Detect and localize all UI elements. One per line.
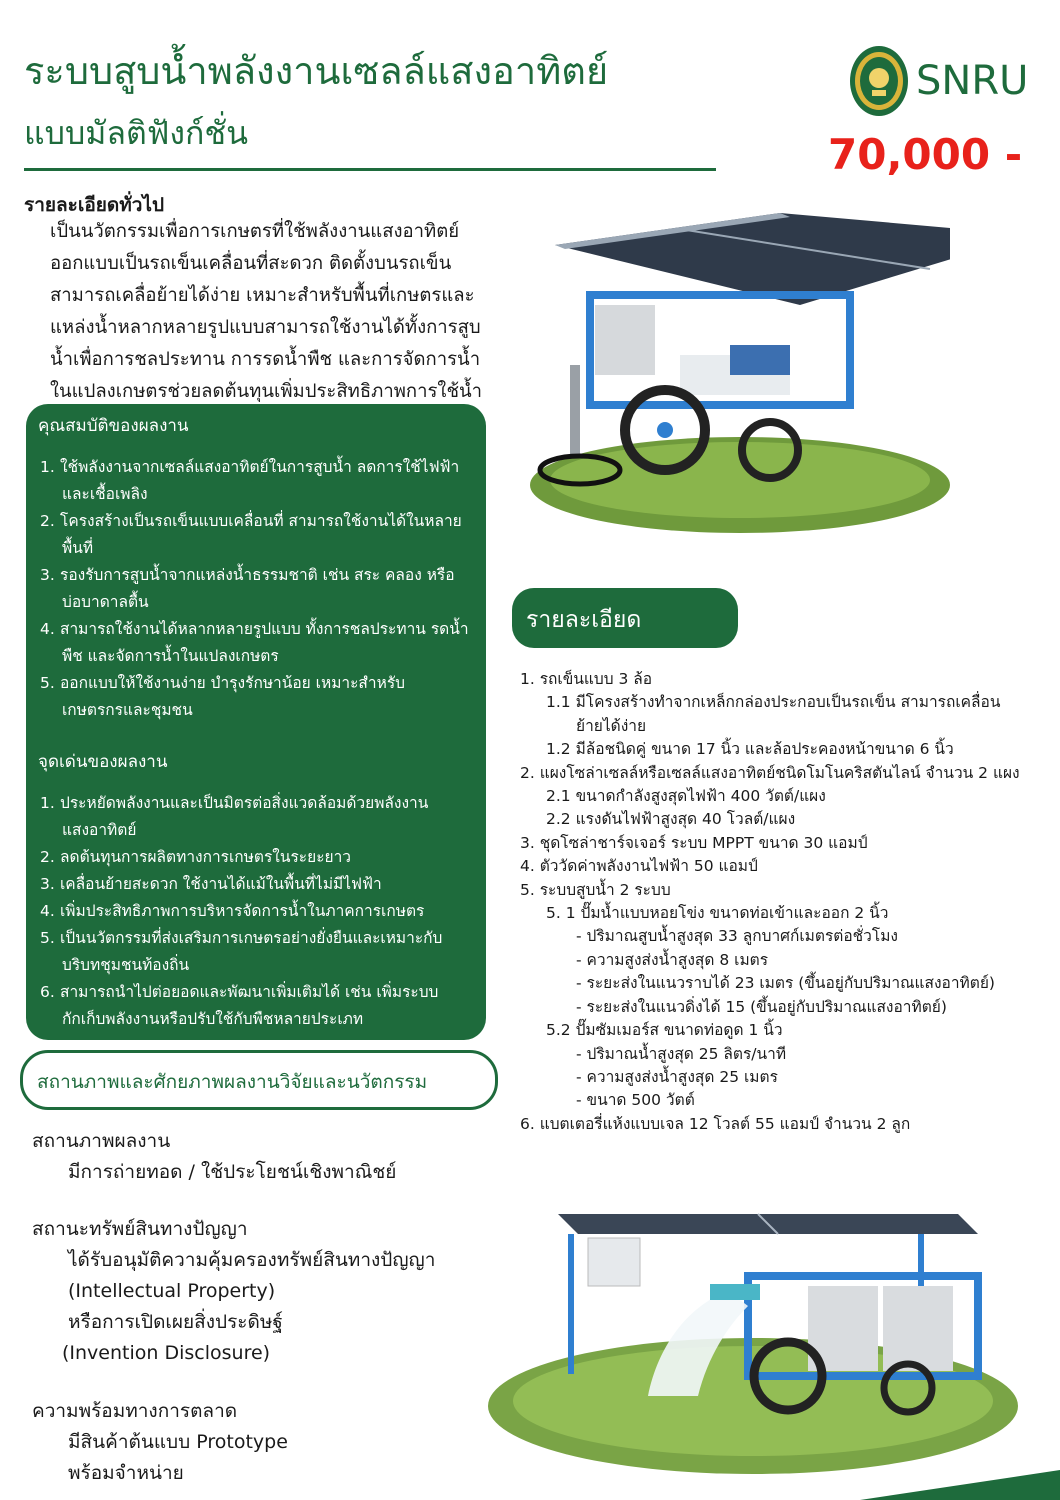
general-line: แหล่งน้ำหลากหลายรูปแบบสามารถใช้งานได้ทั้งการสูบ — [50, 317, 481, 338]
list-item: 4. เพิ่มประสิทธิภาพการบริหารจัดการน้ำในภาคการเกษตร — [40, 902, 425, 920]
detail-line: - ปริมาณสูบน้ำสูงสุด 33 ลูกบาศก์เมตรต่อชั่วโมง — [576, 927, 898, 946]
ip-line: ได้รับอนุมัติความคุ้มครองทรัพย์สินทางปัญญา — [68, 1249, 436, 1271]
general-description — [50, 216, 540, 408]
list-item: 1. ใช้พลังงานจากเซลล์แสงอาทิตย์ในการสูบน้ำ ลดการใช้ไฟฟ้า และเชื้อเพลิง — [40, 458, 460, 503]
market-heading: ความพร้อมทางการตลาด — [32, 1400, 238, 1422]
list-item: 6. สามารถนำไปต่อยอดและพัฒนาเพิ่มเติมได้ เช่น เพิ่มระบบ กักเก็บพลังงานหรือปรับใช้กับพืชหลายประเภท — [40, 983, 439, 1028]
general-line: น้ำเพื่อการชลประทาน การรดน้ำพืช และการจัดการน้ำ — [50, 349, 481, 370]
price-label: 70,000 - — [828, 130, 1023, 179]
detail-line: - ความสูงส่งน้ำสูงสุด 8 เมตร — [576, 950, 769, 969]
market-line: พร้อมจำหน่าย — [68, 1462, 184, 1484]
detail-line: 6. แบตเตอรี่แห้งแบบเจล 12 โวลต์ 55 แอมป์ จำนวน 2 ลูก — [520, 1114, 911, 1133]
general-heading: รายละเอียดทั่วไป — [24, 194, 165, 216]
title-divider — [24, 168, 716, 171]
list-item: 4. สามารถใช้งานได้หลากหลายรูปแบบ ทั้งการชลประทาน รดน้ำ พืช และจัดการน้ำในแปลงเกษตร — [40, 620, 469, 665]
brand-name: SNRU — [916, 58, 1029, 104]
features-panel — [26, 404, 486, 1040]
detail-line: 4. ตัววัดค่าพลังงานไฟฟ้า 50 แอมป์ — [520, 857, 758, 876]
features-heading: คุณสมบัติของผลงาน — [38, 416, 189, 436]
detail-line: - ปริมาณน้ำสูงสุด 25 ลิตร/นาที — [576, 1044, 787, 1063]
general-line: ในแปลงเกษตรช่วยลดต้นทุนเพิ่มประสิทธิภาพการใช้น้ำ — [50, 381, 483, 402]
detail-line: 1.2 มีล้อชนิดคู่ ขนาด 17 นิ้ว และล้อประคองหน้าขนาด 6 นิ้ว — [546, 740, 954, 759]
university-logo — [848, 44, 910, 118]
list-item: 5. เป็นนวัตกรรมที่ส่งเสริมการเกษตรอย่างยั่งยืนและเหมาะกับ บริบทชุมชนท้องถิ่น — [40, 929, 443, 974]
detail-line: 5. ระบบสูบน้ำ 2 ระบบ — [520, 880, 671, 899]
list-item: 1. ประหยัดพลังงานและเป็นมิตรต่อสิ่งแวดล้อมด้วยพลังงาน แสงอาทิตย์ — [40, 794, 429, 839]
solar-cart-photo-top — [530, 205, 950, 535]
general-line: เป็นนวัตกรรมเพื่อการเกษตรที่ใช้พลังงานแสงอาทิตย์ — [50, 221, 460, 242]
status-section-heading: สถานภาพและศักยภาพผลงานวิจัยและนวัตกรรม — [20, 1050, 498, 1110]
detail-line: - ขนาด 500 วัตต์ — [576, 1091, 695, 1110]
highlights-heading: จุดเด่นของผลงาน — [38, 752, 168, 772]
market-line: มีสินค้าต้นแบบ Prototype — [68, 1431, 288, 1453]
detail-line: 5. 1 ปั๊มน้ำแบบหอยโข่ง ขนาดท่อเข้าและออก 2 นิ้ว — [546, 904, 889, 923]
detail-line: - ความสูงส่งน้ำสูงสุด 25 เมตร — [576, 1067, 778, 1086]
work-status — [32, 1126, 396, 1188]
ip-line: (Intellectual Property) — [68, 1280, 276, 1302]
detail-line: 5.2 ปั๊มซัมเมอร์ส ขนาดท่อดูด 1 นิ้ว — [546, 1021, 783, 1040]
detail-line: 2. แผงโซล่าเซลล์หรือเซลล์แสงอาทิตย์ชนิดโมโนคริสตันไลน์ จำนวน 2 แผง — [520, 763, 1020, 782]
page-title: ระบบสูบน้ำพลังงานเซลล์แสงอาทิตย์ — [24, 49, 609, 93]
detail-line: 2.2 แรงดันไฟฟ้าสูงสุด 40 โวลต์/แผง — [546, 810, 796, 829]
general-line: ออกแบบเป็นรถเข็นเคลื่อนที่สะดวก ติดตั้งบนรถเข็น — [50, 253, 452, 274]
ip-line: หรือการเปิดเผยสิ่งประดิษฐ์ — [68, 1311, 283, 1333]
list-item: 3. เคลื่อนย้ายสะดวก ใช้งานได้แม้ในพื้นที่ไม่มีไฟฟ้า — [40, 875, 382, 893]
solar-cart-photo-bottom — [488, 1206, 1018, 1476]
detail-line: 2.1 ขนาดกำลังสูงสุดไฟฟ้า 400 วัตต์/แผง — [546, 787, 826, 806]
highlights-list — [40, 790, 480, 1033]
corner-accent — [840, 1470, 1060, 1500]
details-list — [520, 668, 1050, 1136]
ip-status — [32, 1214, 435, 1369]
detail-line: ย้ายได้ง่าย — [576, 716, 647, 735]
work-status-heading: สถานภาพผลงาน — [32, 1130, 171, 1152]
detail-line: 1. รถเข็นแบบ 3 ล้อ — [520, 670, 653, 688]
list-item: 3. รองรับการสูบน้ำจากแหล่งน้ำธรรมชาติ เช่น สระ คลอง หรือ บ่อบาดาลตื้น — [40, 566, 455, 611]
work-status-value: มีการถ่ายทอด / ใช้ประโยชน์เชิงพาณิชย์ — [68, 1161, 397, 1183]
market-readiness — [32, 1396, 288, 1489]
features-list — [40, 454, 480, 724]
detail-line: 1.1 มีโครงสร้างทำจากเหล็กกล่องประกอบเป็นรถเข็น สามารถเคลื่อน — [546, 693, 1001, 712]
detail-line: 3. ชุดโซล่าชาร์จเจอร์ ระบบ MPPT ขนาด 30 แอมป์ — [520, 833, 868, 852]
detail-line: - ระยะส่งในแนวดิ่งได้ 15 (ขึ้นอยู่กับปริมาณแสงอาทิตย์) — [576, 997, 947, 1016]
ip-line: (Invention Disclosure) — [62, 1342, 271, 1364]
list-item: 2. โครงสร้างเป็นรถเข็นแบบเคลื่อนที่ สามารถใช้งานได้ในหลาย พื้นที่ — [40, 512, 462, 557]
page-subtitle: แบบมัลติฟังก์ชั่น — [24, 114, 248, 152]
list-item: 5. ออกแบบให้ใช้งานง่าย บำรุงรักษาน้อย เหมาะสำหรับ เกษตรกรและชุมชน — [40, 674, 405, 719]
detail-line: - ระยะส่งในแนวราบได้ 23 เมตร (ขึ้นอยู่กับปริมาณแสงอาทิตย์) — [576, 974, 995, 993]
ip-heading: สถานะทรัพย์สินทางปัญญา — [32, 1218, 248, 1240]
list-item: 2. ลดต้นทุนการผลิตทางการเกษตรในระยะยาว — [40, 848, 352, 866]
details-heading: รายละเอียด — [512, 588, 738, 648]
general-line: สามารถเคลื่อย้ายได้ง่าย เหมาะสำหรับพื้นที่เกษตรและ — [50, 285, 475, 306]
